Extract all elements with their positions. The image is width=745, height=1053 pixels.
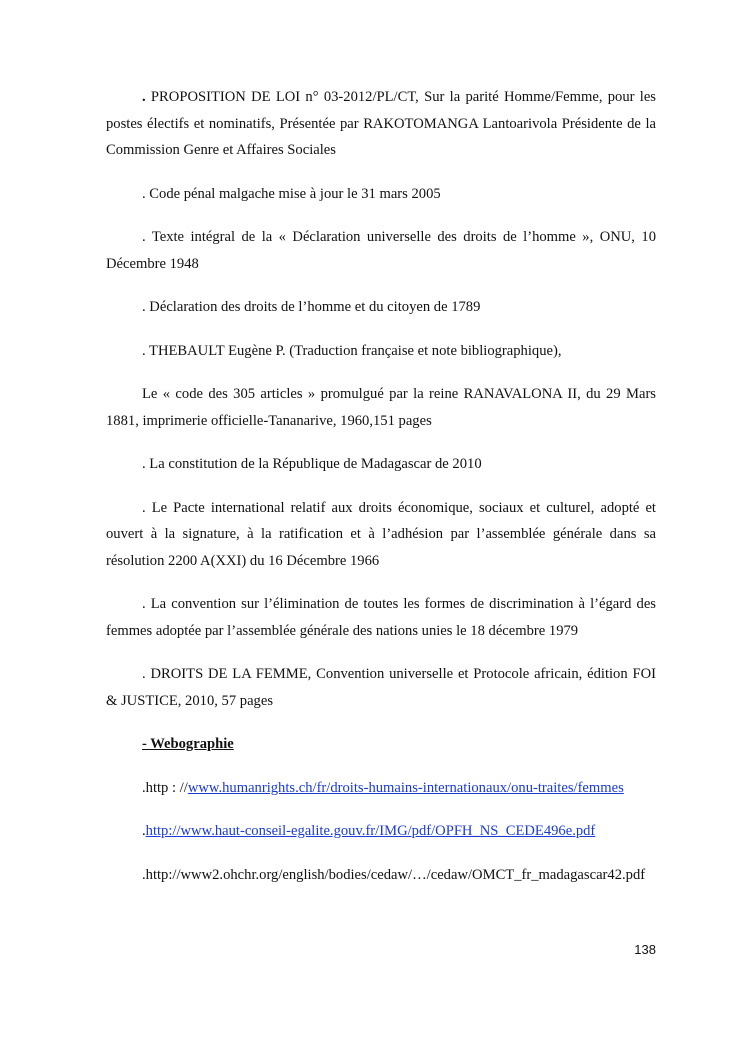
reference-text: PROPOSITION DE LOI n° 03-2012/PL/CT, Sur la parité Homme/Femme, pour les postes électifs et nominatifs, Présentée par RAKOTOMANGA Lantoarivola Présidente de la Commission Genre et Affaires Sociales (106, 89, 656, 158)
page-number: 138 (634, 942, 656, 957)
reference-droits-de-la-femme: . DROITS DE LA FEMME, Convention universelle et Protocole africain, édition FOI & JUSTICE, 2010, 57 pages (106, 666, 656, 709)
haut-conseil-link[interactable]: http://www.haut-conseil-egalite.gouv.fr/IMG/pdf/OPFH_NS_CEDE496e.pdf (145, 823, 596, 839)
web-link-haut-conseil (106, 818, 656, 845)
web-link-ohchr (106, 862, 656, 889)
web-link-humanrights (106, 775, 656, 802)
reference-declaration-1789: . Déclaration des droits de l’homme et du citoyen de 1789 (142, 299, 481, 315)
web-link-prefix: .http : // (142, 779, 188, 796)
reference-proposition-de-loi (106, 84, 656, 164)
webography-heading: - Webographie (142, 736, 234, 752)
web-link-prefix: . (142, 823, 146, 839)
reference-bullet: . (142, 89, 146, 105)
reference-constitution: . La constitution de la République de Madagascar de 2010 (142, 456, 482, 472)
reference-convention-cedaw: . La convention sur l’élimination de toutes les formes de discrimination à l’égard des femmes adoptée par l’assemblée générale des nations unies le 18 décembre 1979 (106, 596, 656, 639)
reference-code-305-articles: Le « code des 305 articles » promulgué par la reine RANAVALONA II, du 29 Mars 1881, imprimerie officielle-Tananarive, 1960,151 pages (106, 386, 656, 429)
document-page (106, 84, 656, 905)
ohchr-link-text: .http://www2.ohchr.org/english/bodies/cedaw/…/cedaw/OMCT_fr_madagascar42.pdf (142, 866, 646, 883)
reference-thebault: . THEBAULT Eugène P. (Traduction française et note bibliographique), (142, 342, 562, 359)
humanrights-link[interactable]: www.humanrights.ch/fr/droits-humains-internationaux/onu-traites/femmes (187, 779, 624, 796)
reference-pacte-international: . Le Pacte international relatif aux droits économique, sociaux et culturel, adopté et ouvert à la signature, à la ratification et à l’adhésion par l’assemblée générale dans sa résolution 2200 A(XXI) du 16 Décembre 1966 (106, 499, 656, 569)
reference-code-penal: . Code pénal malgache mise à jour le 31 mars 2005 (142, 185, 441, 202)
reference-declaration-universelle: . Texte intégral de la « Déclaration universelle des droits de l’homme », ONU, 10 Décembre 1948 (106, 229, 656, 272)
